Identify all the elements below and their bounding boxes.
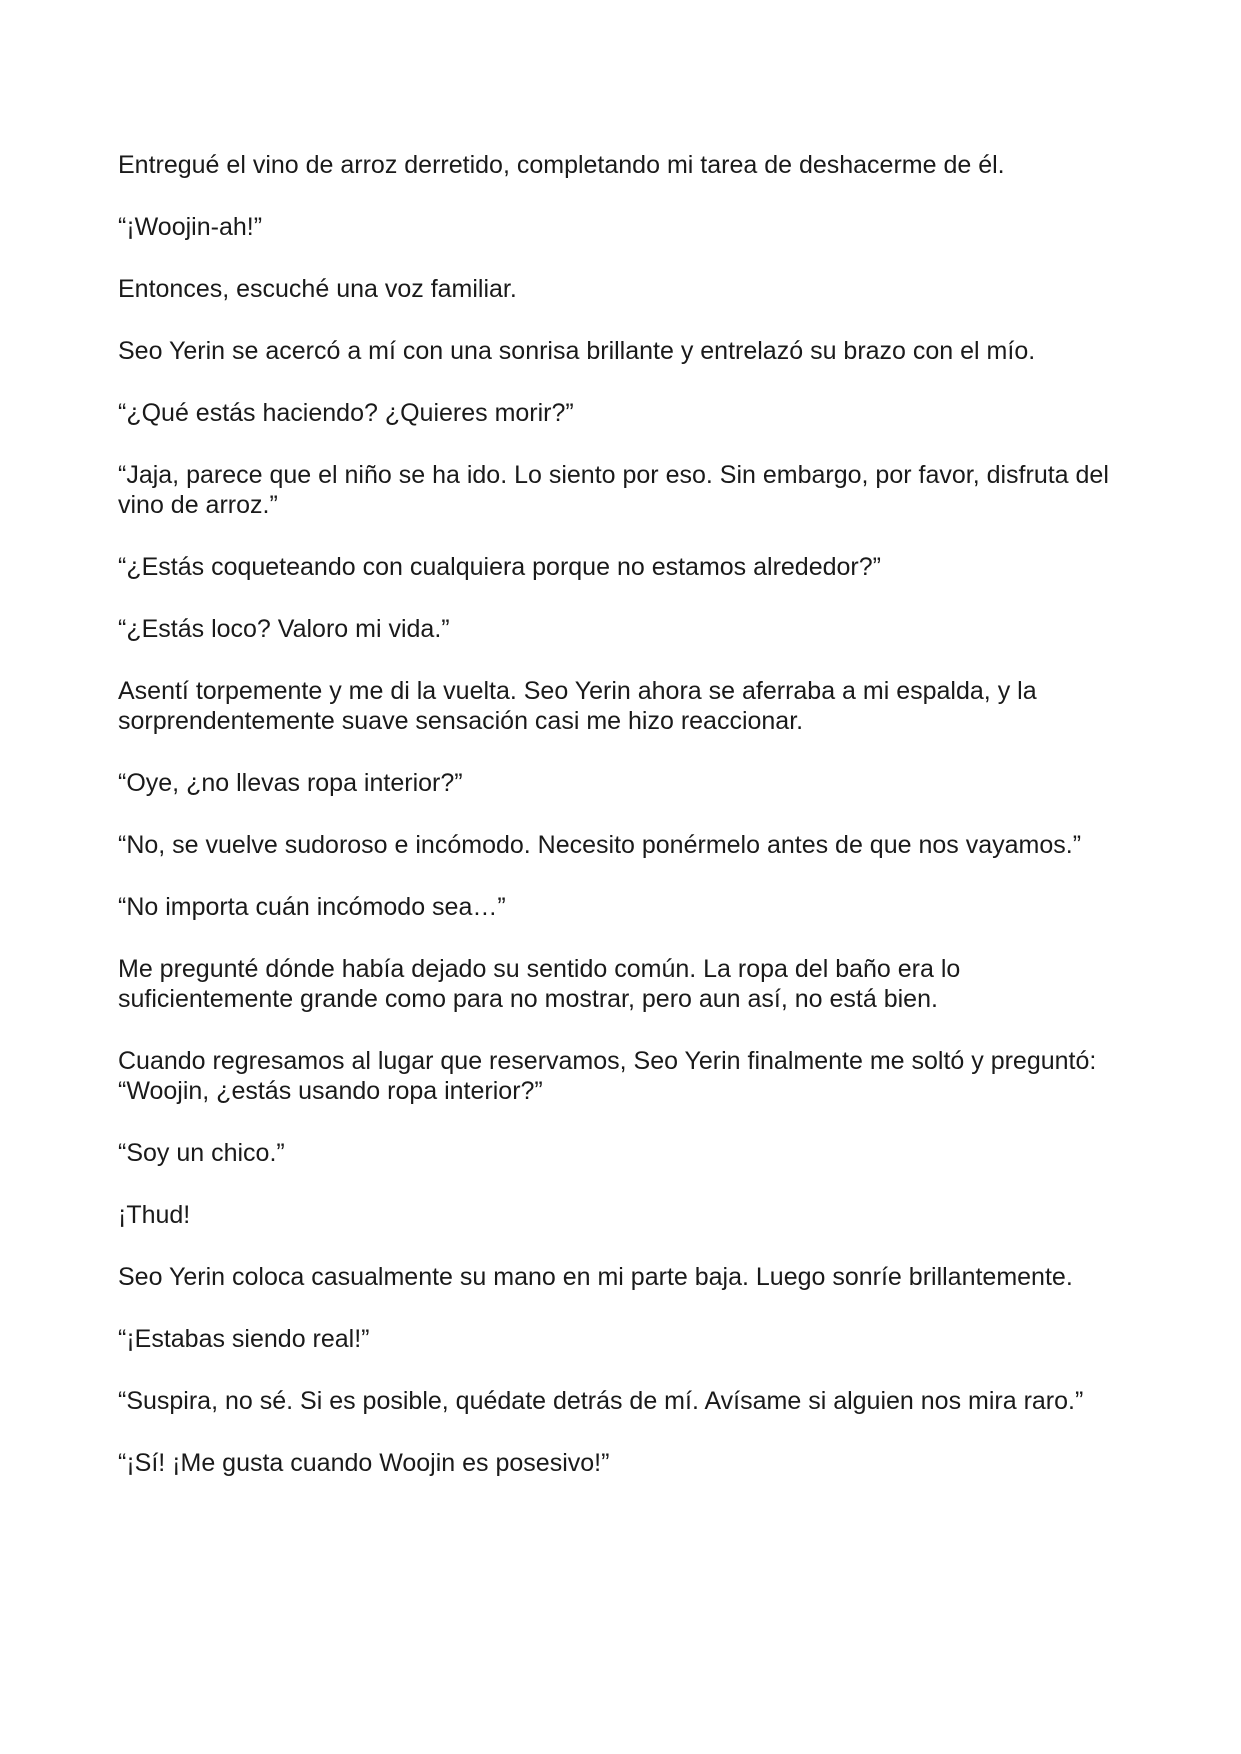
paragraph: “¡Woojin-ah!”: [118, 213, 263, 241]
paragraph: ¡Thud!: [118, 1201, 191, 1229]
paragraph: Entonces, escuché una voz familiar.: [118, 275, 517, 303]
paragraph: Seo Yerin coloca casualmente su mano en mi parte baja. Luego sonríe brillantemente.: [118, 1263, 1073, 1291]
paragraph: Entregué el vino de arroz derretido, completando mi tarea de deshacerme de él.: [118, 151, 1005, 179]
paragraph: “¿Qué estás haciendo? ¿Quieres morir?”: [118, 399, 574, 427]
paragraph: “Jaja, parece que el niño se ha ido. Lo siento por eso. Sin embargo, por favor, disfruta del vino de arroz.”: [118, 461, 1109, 519]
paragraph: “Soy un chico.”: [118, 1139, 285, 1167]
paragraph: “¿Estás loco? Valoro mi vida.”: [118, 615, 450, 643]
paragraph: Asentí torpemente y me di la vuelta. Seo Yerin ahora se aferraba a mi espalda, y la sorprendentemente suave sensación casi me hizo reaccionar.: [118, 677, 1037, 735]
paragraph: “No, se vuelve sudoroso e incómodo. Necesito ponérmelo antes de que nos vayamos.”: [118, 831, 1082, 859]
paragraph: “Suspira, no sé. Si es posible, quédate detrás de mí. Avísame si alguien nos mira raro.”: [118, 1387, 1084, 1415]
paragraph: Me pregunté dónde había dejado su sentido común. La ropa del baño era lo suficientemente grande como para no mostrar, pero aun así, no está bien.: [118, 955, 961, 1013]
paragraph: Seo Yerin se acercó a mí con una sonrisa brillante y entrelazó su brazo con el mío.: [118, 337, 1036, 365]
paragraph: “No importa cuán incómodo sea…”: [118, 893, 506, 921]
paragraph: “¡Sí! ¡Me gusta cuando Woojin es posesivo!”: [118, 1449, 610, 1477]
paragraph: “¡Estabas siendo real!”: [118, 1325, 370, 1353]
text-body: [118, 150, 1138, 1510]
paragraph: “¿Estás coqueteando con cualquiera porque no estamos alrededor?”: [118, 553, 881, 581]
paragraph: Cuando regresamos al lugar que reservamos, Seo Yerin finalmente me soltó y preguntó: “Woojin, ¿estás usando ropa interior?”: [118, 1047, 1097, 1105]
paragraph: “Oye, ¿no llevas ropa interior?”: [118, 769, 463, 797]
